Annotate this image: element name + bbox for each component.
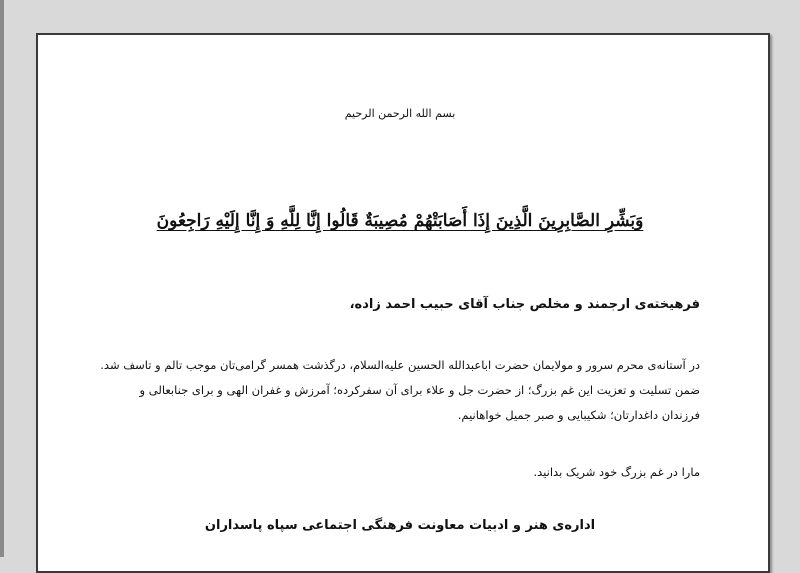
letter-content [100,35,700,571]
body-line: فرزندان داغدارتان؛ شکیبایی و صبر جمیل خواهانیم. [457,408,700,422]
body-line: ضمن تسلیت و تعزیت این غم بزرگ؛ از حضرت جل و علاء برای آن سفرکرده؛ آمرزش و غفران الهی و برای جنابعالی و [139,383,700,397]
letter-signature: اداره‌ی هنر و ادبیات معاونت فرهنگی اجتماعی سپاه پاسداران [204,518,596,533]
bismillah-heading: بسم الله الرحمن الرحیم [344,107,456,120]
window-edge [0,0,4,557]
body-line: در آستانه‌ی محرم سرور و مولایمان حضرت اباعبدالله الحسین علیه‌السلام، درگذشت همسر گرامی‌تان موجب تالم و تاسف شد. [100,358,700,372]
quran-verse: وَبَشِّرِ الصَّابِرِينَ الَّذِينَ إِذَا أَصَابَتْهُمْ مُصِيبَةٌ قَالُوا إِنَّا لِلَّهِ وَ إِنَّا إِلَيْهِ رَاجِعُونَ [156,211,644,231]
letter-addressee: فرهیخته‌ی ارجمند و مخلص جناب آقای حبیب احمد زاده، [349,297,700,312]
letter-closing: مارا در غم بزرگ خود شریک بدانید. [533,465,700,479]
document-page [36,33,770,573]
letter-body [100,353,700,428]
